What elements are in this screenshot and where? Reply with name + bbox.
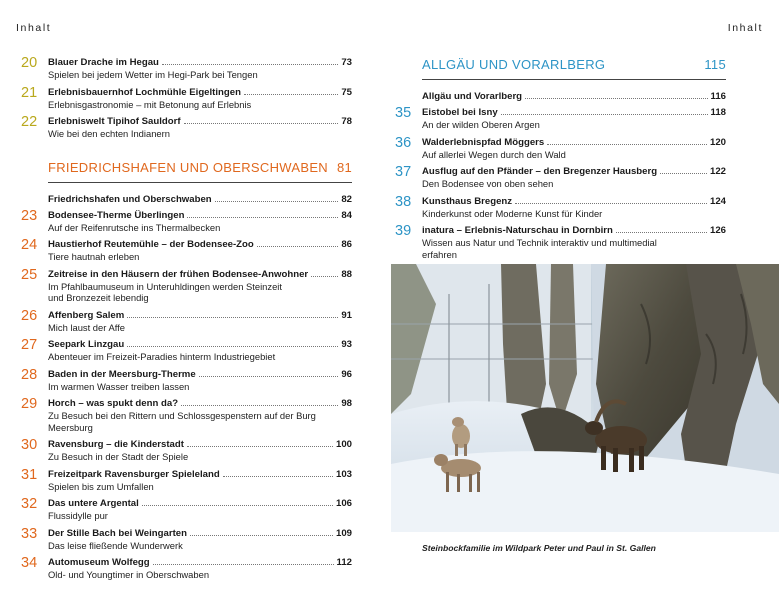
entry-page: 84 (341, 209, 352, 221)
leader-dots (244, 94, 338, 95)
section-heading-allgaeu (422, 57, 726, 72)
entry-number: 35 (395, 105, 412, 121)
toc-entry (21, 307, 352, 334)
ibex-family-photo (391, 264, 779, 532)
toc-right-column (395, 57, 726, 260)
toc-entries-allgaeu (395, 105, 726, 260)
entry-title-line (422, 225, 726, 237)
entry-number: 36 (395, 134, 412, 151)
entry-subtitle: Zu Besuch bei den Rittern und Schlossgespenstern auf der Burg (48, 410, 316, 421)
entry-title-line (48, 398, 352, 410)
toc-entry (21, 114, 352, 140)
leader-dots (525, 98, 707, 99)
entry-title: Eistobel bei Isny (422, 107, 498, 118)
entry-subtitle: Wissen aus Natur und Technik interaktiv und multimedial (422, 237, 657, 248)
entry-subtitle: Auf allerlei Wegen durch den Wald (422, 148, 566, 160)
entry-number: 24 (21, 237, 38, 253)
entry-page: 103 (335, 468, 352, 480)
running-head-right: Inhalt (727, 22, 763, 34)
entry-number: 37 (395, 164, 412, 180)
toc-entry (21, 337, 352, 363)
section-title: ALLGÄU UND VORARLBERG (422, 57, 606, 72)
leader-dots (142, 505, 333, 506)
summary-page: 116 (710, 91, 726, 102)
entry-title: Horch – was spukt denn da? (48, 398, 179, 409)
entry-number: 32 (21, 496, 38, 512)
entry-title-line (48, 310, 352, 322)
toc-entry (21, 396, 352, 433)
entry-subtitle: Spielen bei jedem Wetter im Hegi-Park bei Tengen (48, 69, 258, 80)
section-heading-friedrichshafen (48, 160, 352, 175)
leader-dots (215, 201, 339, 202)
entry-title-line (48, 498, 352, 510)
entry-subtitle: Mich laust der Affe (48, 321, 125, 333)
toc-entry (21, 207, 352, 234)
entry-subtitle: Auf der Reifenrutsche ins Thermalbecken (48, 221, 221, 233)
entry-subtitle: Flussidylle pur (48, 510, 108, 521)
toc-entry (21, 496, 352, 522)
leader-dots (547, 144, 707, 145)
section-page: 81 (336, 159, 352, 175)
toc-entry (395, 223, 726, 260)
entry-title: Das untere Argental (48, 498, 139, 509)
entry-title: Ausflug auf den Pfänder – den Bregenzer Hausberg (422, 166, 658, 177)
ibex-photo-illustration (391, 264, 779, 532)
entry-title-line (48, 239, 352, 251)
entry-number: 23 (21, 207, 38, 224)
entry-subtitle: Im Pfahlbaumuseum in Unteruhldingen werden Steinzeit (48, 280, 282, 292)
entry-page: 93 (341, 339, 352, 350)
entry-subtitle: Erlebnisgastronomie – mit Betonung auf Erlebnis (48, 98, 252, 110)
entry-title-line (48, 57, 352, 69)
leader-dots (153, 564, 334, 565)
toc-left-column (21, 55, 352, 581)
entry-title: Der Stille Bach bei Weingarten (48, 527, 187, 539)
entry-title: Ravensburg – die Kinderstadt (48, 439, 184, 450)
entry-number: 21 (21, 84, 38, 101)
toc-entry (21, 437, 352, 463)
toc-entry (21, 266, 352, 304)
entry-page: 75 (341, 86, 352, 98)
toc-entry (395, 193, 726, 220)
entry-title: Freizeitpark Ravensburger Spieleland (48, 468, 220, 480)
entry-number: 20 (21, 55, 38, 71)
entry-number: 22 (21, 114, 38, 130)
toc-entry (21, 366, 352, 393)
section-summary-line (422, 91, 726, 103)
entry-title: inatura – Erlebnis-Naturschau in Dornbirn (422, 225, 613, 236)
leader-dots (199, 376, 339, 377)
entry-subtitle: Meersburg (48, 421, 93, 433)
toc-entry (21, 555, 352, 581)
entry-page: 96 (341, 368, 352, 380)
entry-title-line (48, 469, 352, 481)
leader-dots (223, 476, 333, 477)
entry-subtitle: Abenteuer im Freizeit-Paradies hinterm Industriegebiet (48, 351, 276, 362)
entry-number: 39 (395, 223, 412, 239)
entry-title-line (48, 210, 352, 222)
section-title: FRIEDRICHSHAFEN UND OBERSCHWABEN (48, 159, 328, 175)
toc-entries-friedrichshafen (21, 207, 352, 581)
entry-page: 91 (341, 309, 352, 321)
toc-top-entries (21, 55, 352, 140)
entry-title-line (48, 369, 352, 381)
summary-title: Friedrichshafen und Oberschwaben (48, 193, 212, 205)
entry-title-line (422, 196, 726, 208)
entry-subtitle: An der wilden Oberen Argen (422, 119, 540, 130)
entry-page: 106 (335, 498, 352, 509)
section-summary-line (48, 194, 352, 206)
entry-title: Erlebnisbauernhof Lochmühle Eigeltingen (48, 86, 241, 98)
entry-title-line (48, 116, 352, 128)
entry-title: Haustierhof Reutemühle – der Bodensee-Zoo (48, 239, 254, 250)
entry-subtitle: Den Bodensee von oben sehen (422, 178, 554, 189)
toc-entry (395, 105, 726, 131)
entry-page: 73 (341, 57, 352, 68)
section-rule (48, 182, 352, 183)
toc-entry (395, 164, 726, 190)
toc-entry (21, 84, 352, 111)
entry-page: 109 (335, 527, 352, 539)
entry-subtitle: erfahren (422, 248, 457, 260)
leader-dots (616, 232, 707, 233)
leader-dots (187, 217, 338, 218)
entry-page: 126 (709, 225, 726, 236)
leader-dots (311, 276, 338, 277)
entry-subtitle: Kinderkunst oder Moderne Kunst für Kinder (422, 207, 603, 219)
running-head-left: Inhalt (16, 22, 52, 34)
leader-dots (181, 405, 338, 406)
entry-title: Seepark Linzgau (48, 339, 125, 350)
entry-page: 98 (341, 398, 352, 409)
toc-entry (21, 55, 352, 81)
toc-entry (21, 525, 352, 552)
section-rule (422, 79, 726, 80)
entry-number: 28 (21, 366, 38, 383)
entry-title-line (422, 107, 726, 119)
entry-title: Affenberg Salem (48, 309, 125, 321)
entry-page: 118 (710, 107, 726, 118)
entry-title-line (48, 439, 352, 451)
entry-title: Blauer Drache im Hegau (48, 57, 159, 68)
entry-number: 33 (21, 525, 38, 542)
summary-page: 82 (341, 193, 352, 205)
leader-dots (187, 446, 333, 447)
entry-subtitle: Im warmen Wasser treiben lassen (48, 380, 190, 392)
entry-subtitle: Spielen bis zum Umfallen (48, 480, 154, 492)
entry-page: 120 (709, 136, 726, 148)
toc-entry (395, 134, 726, 161)
entry-title: Automuseum Wolfegg (48, 557, 150, 568)
entry-title: Bodensee-Therme Überlingen (48, 209, 185, 221)
entry-title: Baden in der Meersburg-Therme (48, 368, 196, 380)
entry-number: 27 (21, 337, 38, 353)
entry-number: 34 (21, 555, 38, 571)
entry-subtitle: und Bronzezeit lebendig (48, 292, 149, 303)
leader-dots (515, 203, 707, 204)
entry-title-line (48, 557, 352, 569)
entry-title: Walderlebnispfad Möggers (422, 136, 545, 148)
leader-dots (190, 535, 333, 536)
entry-number: 31 (21, 466, 38, 483)
toc-entry (21, 466, 352, 493)
entry-title-line (422, 137, 726, 149)
leader-dots (127, 317, 338, 318)
entry-number: 30 (21, 437, 38, 453)
entry-number: 29 (21, 396, 38, 412)
entry-title-line (48, 87, 352, 99)
entry-title-line (48, 339, 352, 351)
entry-subtitle: Old- und Youngtimer in Oberschwaben (48, 569, 210, 580)
entry-title: Kunsthaus Bregenz (422, 195, 513, 207)
entry-number: 25 (21, 266, 38, 283)
entry-title-line (48, 528, 352, 540)
entry-page: 112 (336, 557, 352, 568)
photo-caption: Steinbockfamilie im Wildpark Peter und Paul in St. Gallen (422, 543, 656, 553)
section-page: 115 (704, 57, 726, 72)
summary-title: Allgäu und Vorarlberg (422, 91, 523, 102)
leader-dots (127, 346, 338, 347)
entry-page: 78 (341, 116, 352, 127)
entry-page: 122 (709, 166, 726, 177)
leader-dots (257, 246, 339, 247)
entry-subtitle: Tiere hautnah erleben (48, 251, 140, 262)
toc-entry (21, 237, 352, 263)
entry-page: 100 (335, 439, 352, 450)
leader-dots (162, 64, 338, 65)
entry-title-line (422, 166, 726, 178)
entry-title: Zeitreise in den Häusern der frühen Bodensee-Anwohner (48, 268, 309, 280)
leader-dots (660, 173, 707, 174)
entry-page: 124 (709, 195, 726, 207)
entry-title: Erlebniswelt Tipihof Sauldorf (48, 116, 181, 127)
entry-number: 26 (21, 307, 38, 324)
leader-dots (501, 114, 708, 115)
entry-title-line (48, 269, 352, 281)
entry-number: 38 (395, 193, 412, 210)
entry-subtitle: Wie bei den echten Indianern (48, 128, 170, 139)
entry-page: 88 (341, 268, 352, 280)
entry-subtitle: Das leise fließende Wunderwerk (48, 539, 183, 551)
leader-dots (184, 123, 339, 124)
entry-page: 86 (341, 239, 352, 250)
entry-subtitle: Zu Besuch in der Stadt der Spiele (48, 451, 189, 462)
